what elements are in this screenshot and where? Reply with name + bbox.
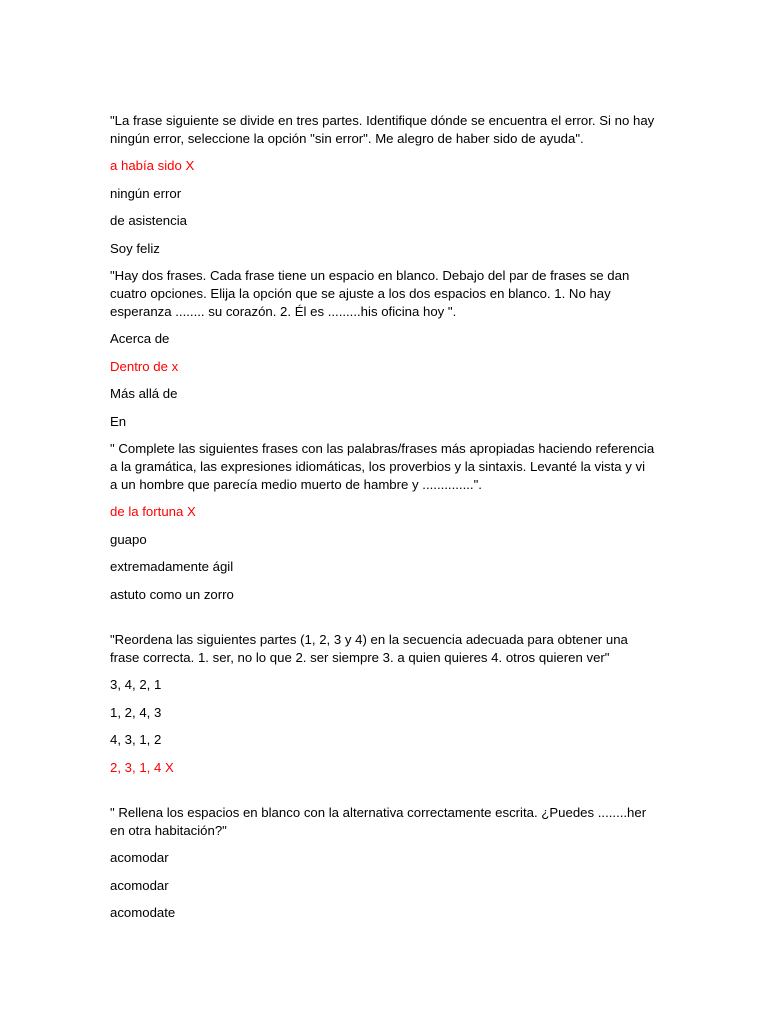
question-block: [110, 440, 655, 604]
marked-answer: Dentro de x: [110, 358, 179, 374]
answer-option: astuto como un zorro: [110, 586, 234, 602]
document-page: [110, 112, 655, 932]
marked-answer: de la fortuna X: [110, 504, 196, 519]
question-text: "Reordena las siguientes partes (1, 2, 3 y 4) en la secuencia adecuada para obtener una frase correcta. 1. ser, no lo que 2. ser siempre 3. a quien quieres 4. otros quieren ver": [110, 632, 628, 665]
answer-option: ningún error: [110, 185, 182, 201]
answer-option: acomodate: [110, 905, 176, 920]
answer-option: extremadamente ágil: [110, 559, 234, 574]
answer-option: Acerca de: [110, 331, 170, 346]
answer-option: Más allá de: [110, 386, 178, 401]
marked-answer: 2, 3, 1, 4 X: [110, 759, 174, 775]
answer-option: acomodar: [110, 850, 169, 865]
question-block: [110, 631, 655, 777]
question-text: "Hay dos frases. Cada frase tiene un espacio en blanco. Debajo del par de frases se dan cuatro opciones. Elija la opción que se ajuste a los dos espacios en blanco. 1. No hay esperanza ........ su corazón. 2. Él es .........his oficina hoy ".: [110, 268, 630, 319]
answer-option: guapo: [110, 531, 147, 547]
question-block: [110, 804, 655, 922]
question-text: "La frase siguiente se divide en tres partes. Identifique dónde se encuentra el error. Si no hay ningún error, seleccione la opción "sin error". Me alegro de haber sido de ayuda".: [110, 113, 655, 146]
marked-answer: a había sido X: [110, 158, 195, 173]
spacer: [110, 613, 655, 631]
answer-option: En: [110, 413, 127, 429]
answer-option: 3, 4, 2, 1: [110, 677, 162, 692]
question-text: " Rellena los espacios en blanco con la alternativa correctamente escrita. ¿Puedes ........her en otra habitación?": [110, 805, 647, 838]
spacer: [110, 786, 655, 804]
question-block: [110, 267, 655, 431]
answer-option: Soy feliz: [110, 240, 160, 256]
answer-option: 4, 3, 1, 2: [110, 732, 162, 747]
answer-option: acomodar: [110, 877, 169, 893]
answer-option: de asistencia: [110, 213, 187, 228]
question-text: " Complete las siguientes frases con las palabras/frases más apropiadas haciendo referencia a la gramática, las expresiones idiomáticas, los proverbios y la sintaxis. Levanté la vista y vi a un hombre que parecía medio muerto de hambre y ..............".: [110, 441, 655, 492]
question-block: [110, 112, 655, 258]
answer-option: 1, 2, 4, 3: [110, 704, 162, 720]
